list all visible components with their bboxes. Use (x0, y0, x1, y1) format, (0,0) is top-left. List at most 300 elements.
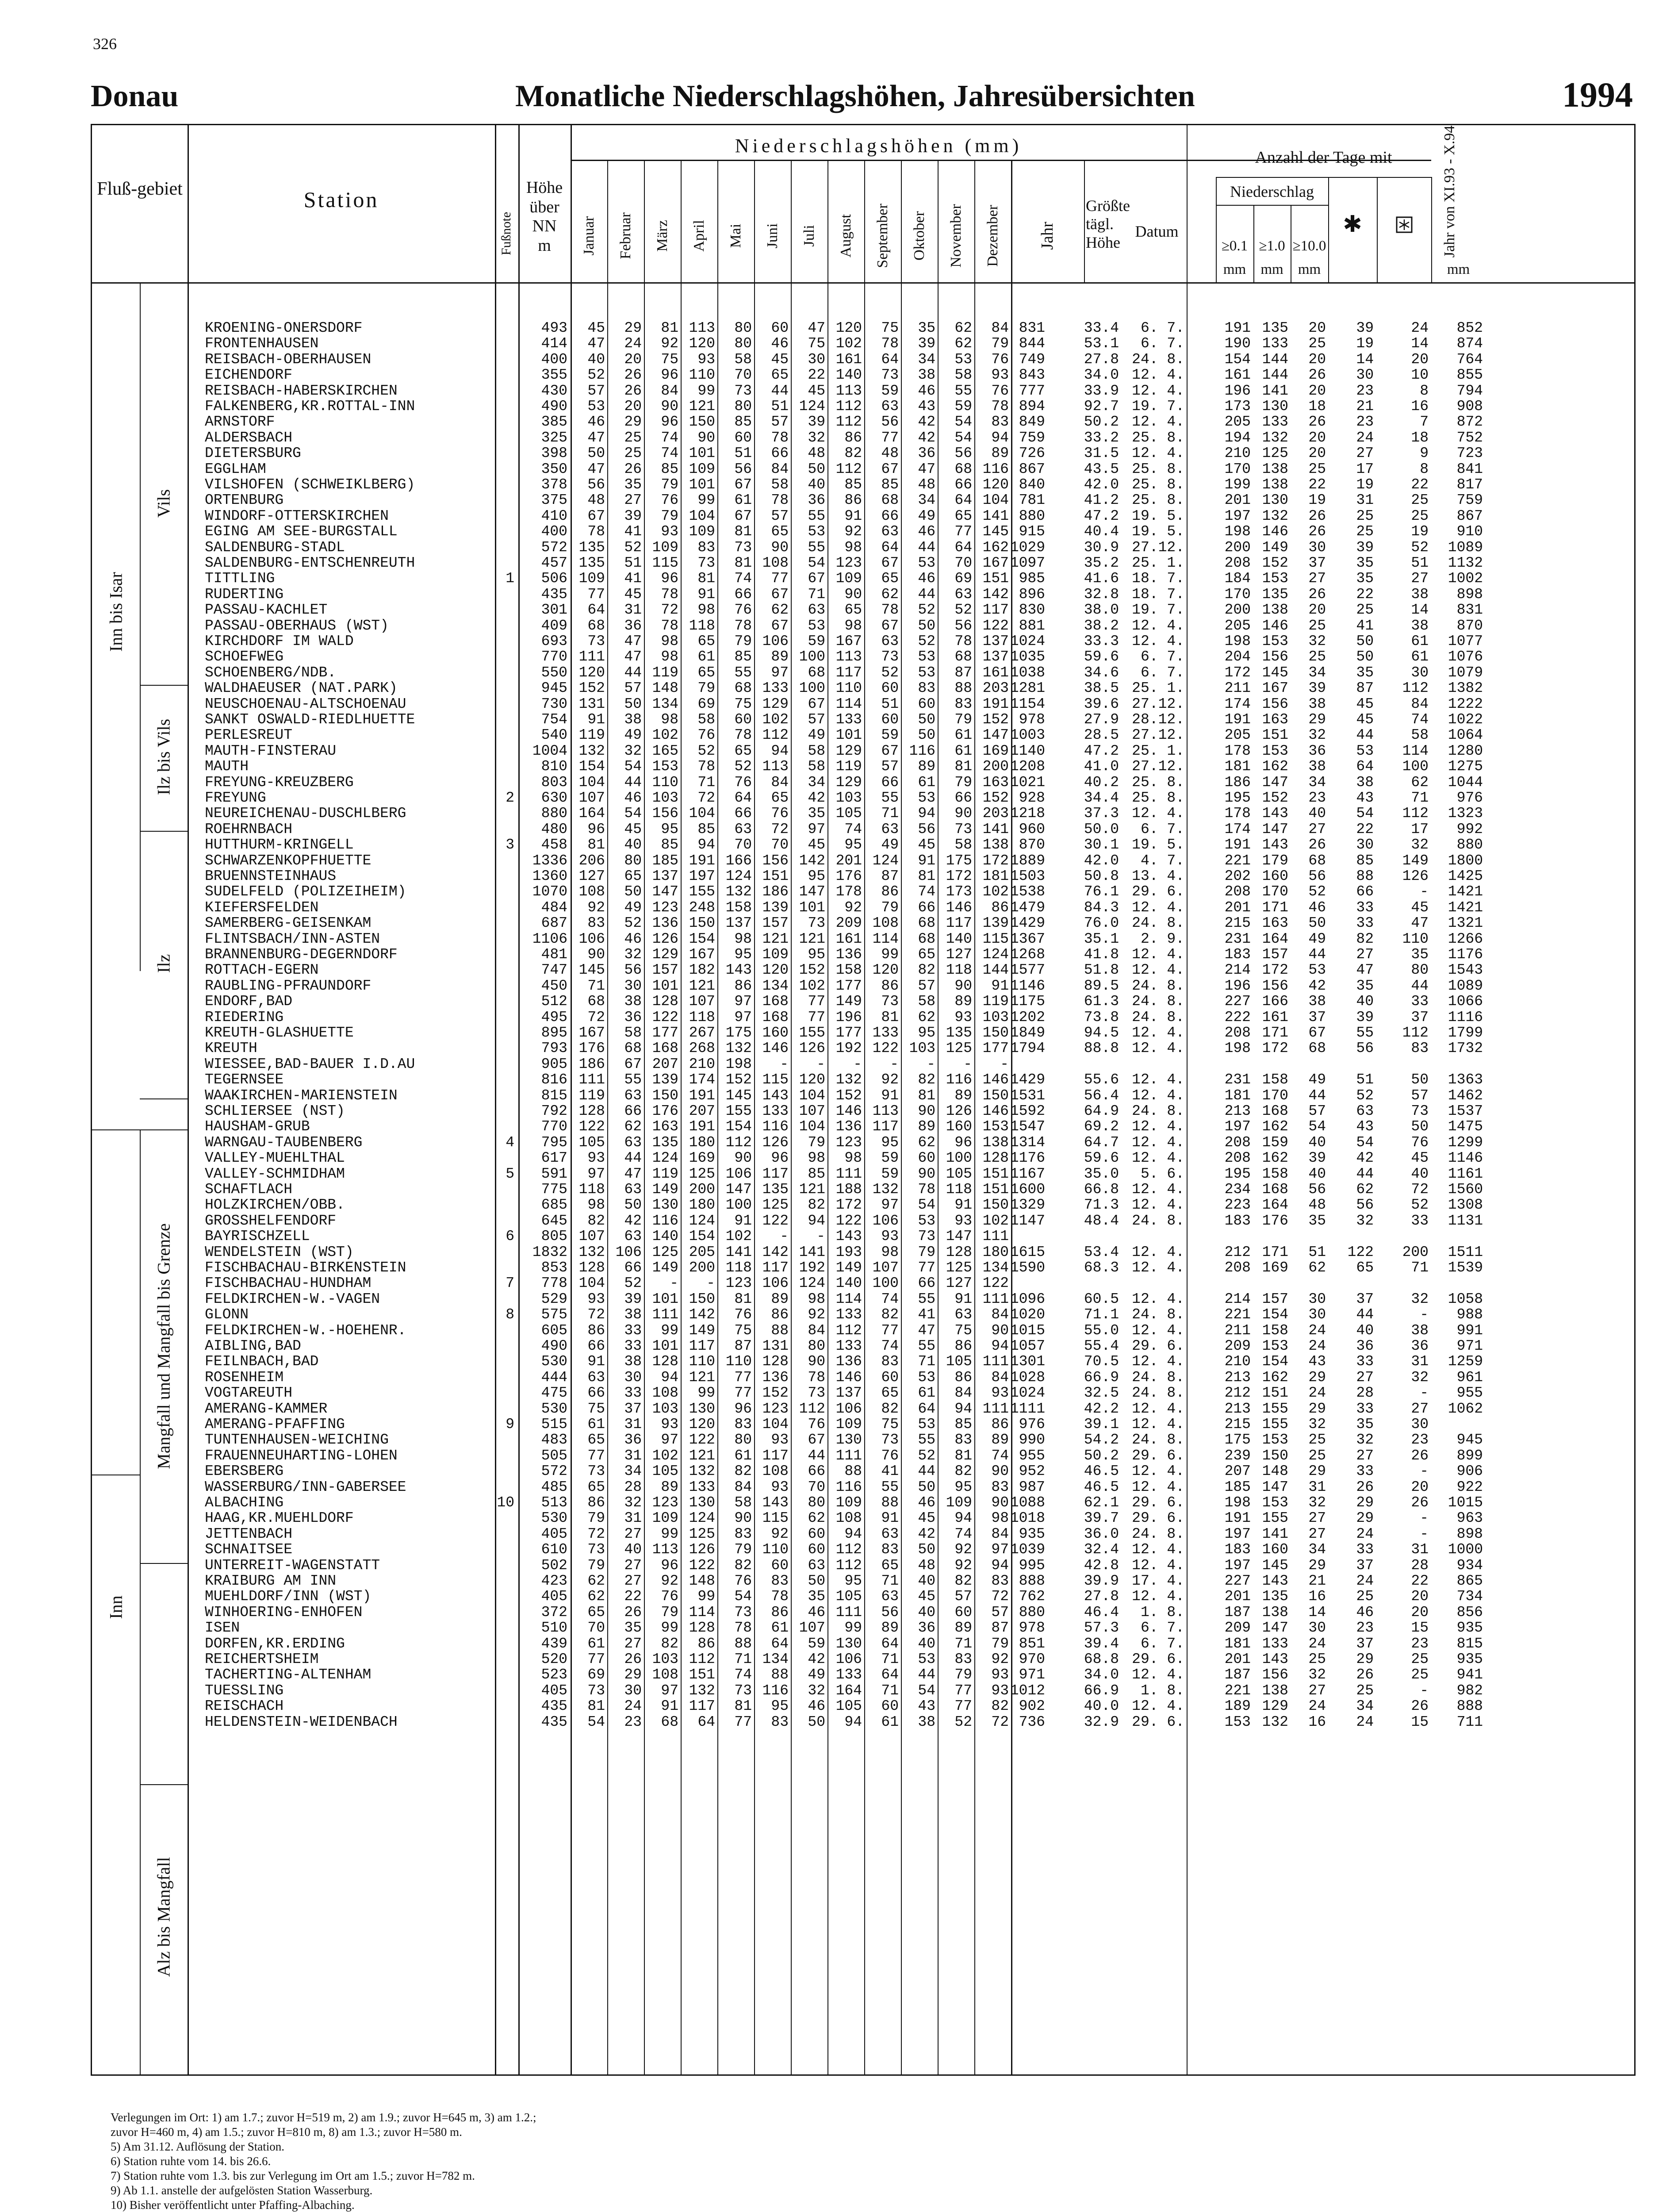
snow-cover-days: 200 (1402, 1244, 1429, 1260)
month-value: 134 (762, 1651, 789, 1667)
max-daily: 92.7 (1084, 398, 1119, 415)
month-value: 58 (771, 476, 789, 493)
month-value: 84 (734, 1479, 752, 1495)
period-total: 867 (1456, 507, 1483, 524)
period-total: 1475 (1448, 1118, 1483, 1135)
station-name: WAAKIRCHEN-MARIENSTEIN (205, 1087, 398, 1104)
max-daily: 46.5 (1084, 1463, 1119, 1480)
month-value: 63 (881, 1588, 899, 1605)
month-value: 147 (799, 883, 825, 900)
month-value: 56 (954, 617, 972, 634)
month-value: 53 (918, 1369, 935, 1386)
max-date: 24. 8. (1132, 1212, 1184, 1229)
month-value: 71 (697, 774, 715, 791)
month-value: 49 (918, 507, 935, 524)
month-value: 75 (661, 351, 678, 368)
month-value: 101 (689, 476, 715, 493)
station-name: HOLZKIRCHEN/OBB. (205, 1197, 345, 1214)
month-value: 25 (624, 429, 642, 446)
month-value: 106 (762, 633, 789, 649)
max-daily: 34.0 (1084, 367, 1119, 384)
month-value: 71 (881, 1573, 899, 1589)
max-date: 12. 4. (1132, 1071, 1184, 1088)
month-value: 143 (835, 1228, 862, 1245)
month-value: 72 (587, 1306, 605, 1323)
max-date: 12. 4. (1132, 899, 1184, 916)
month-value: 86 (587, 1494, 605, 1511)
snow-days: 53 (1356, 742, 1374, 759)
days-100: 25 (1308, 1432, 1326, 1448)
station-name: KREUTH-GLASHUETTE (205, 1025, 354, 1041)
month-value: 47 (918, 1322, 935, 1339)
station-name: SCHAFTLACH (205, 1181, 293, 1198)
month-value: 83 (991, 1573, 1009, 1589)
max-daily: 64.7 (1084, 1134, 1119, 1151)
month-value: 152 (578, 680, 605, 697)
month-value: - (890, 1056, 899, 1072)
days-01: 191 (1224, 320, 1251, 336)
threshold-100: ≥10.0 (1292, 238, 1326, 254)
month-value: - (853, 1056, 862, 1072)
month-value: 77 (808, 1009, 825, 1025)
days-01: 208 (1224, 1025, 1251, 1041)
snow-days: 14 (1356, 351, 1374, 368)
month-value: 180 (689, 1134, 715, 1151)
table-row (92, 1557, 1637, 1573)
month-value: 98 (697, 602, 715, 618)
month-value: 89 (954, 1087, 972, 1104)
month-value: 64 (881, 539, 899, 556)
period-total: 1266 (1448, 930, 1483, 947)
month-value: 38 (624, 711, 642, 728)
month-value: 97 (991, 1541, 1009, 1558)
month-value: 128 (982, 1150, 1009, 1167)
snow-days: 26 (1356, 1479, 1374, 1495)
month-value: 94 (918, 805, 935, 822)
month-value: 115 (652, 555, 678, 571)
period-total: 1800 (1448, 852, 1483, 869)
year-total: 849 (1019, 414, 1045, 430)
days-100: 68 (1308, 1040, 1326, 1057)
month-value: 111 (982, 1400, 1009, 1417)
snow-cover-days: 30 (1411, 664, 1429, 681)
days-100: 29 (1308, 711, 1326, 728)
station-name: DIETERSBURG (205, 445, 301, 462)
station-height: 502 (541, 1557, 567, 1574)
month-value: 74 (734, 570, 752, 587)
snow-days: 35 (1356, 555, 1374, 571)
snow-cover-days: 14 (1411, 602, 1429, 618)
month-value: 117 (689, 1698, 715, 1715)
month-value: 126 (652, 930, 678, 947)
station-height: 1336 (532, 852, 567, 869)
month-value: 142 (762, 1244, 789, 1260)
month-value: 74 (881, 1290, 899, 1307)
month-value: 99 (697, 1385, 715, 1402)
month-value: 89 (991, 1432, 1009, 1448)
max-daily: 27.8 (1084, 1588, 1119, 1605)
month-value: 46 (808, 1698, 825, 1715)
station-height: 795 (541, 1134, 567, 1151)
station-height: 423 (541, 1573, 567, 1589)
days-10: 170 (1262, 1087, 1288, 1104)
month-value: 90 (991, 1494, 1009, 1511)
period-total: 874 (1456, 335, 1483, 352)
month-value: 76 (661, 492, 678, 509)
max-daily: 50.0 (1084, 821, 1119, 837)
month-value: 91 (697, 586, 715, 603)
max-daily: 34.4 (1084, 790, 1119, 806)
month-value: 71 (808, 586, 825, 603)
station-name: WALDHAEUSER (NAT.PARK) (205, 680, 398, 697)
table-row (92, 1369, 1637, 1385)
month-value: 36 (808, 492, 825, 509)
month-value: 82 (918, 1071, 935, 1088)
month-value: 55 (918, 1338, 935, 1354)
snow-cover-days: - (1420, 1525, 1429, 1542)
month-value: 65 (771, 523, 789, 540)
month-value: 168 (762, 1009, 789, 1025)
station-name: FELDKIRCHEN-W.-HOEHENR. (205, 1322, 406, 1339)
month-value: 125 (689, 1525, 715, 1542)
days-01: 213 (1224, 1369, 1251, 1386)
station-name: WINHOERING-ENHOFEN (205, 1604, 363, 1621)
max-daily: 47.2 (1084, 742, 1119, 759)
period-total: 1022 (1448, 711, 1483, 728)
month-value: 66 (918, 899, 935, 916)
month-value: 74 (661, 445, 678, 462)
month-value: 94 (697, 837, 715, 853)
month-value: 74 (844, 821, 862, 837)
month-value: 50 (918, 1541, 935, 1558)
month-value: 132 (725, 883, 752, 900)
table-row (92, 1698, 1637, 1714)
month-value: 91 (954, 1197, 972, 1214)
month-value: 68 (587, 617, 605, 634)
max-daily: 42.2 (1084, 1400, 1119, 1417)
month-value: 69 (954, 570, 972, 587)
month-value: 115 (982, 930, 1009, 947)
days-100: 40 (1308, 1165, 1326, 1182)
max-date: 25. 8. (1132, 461, 1184, 477)
table-row (92, 1056, 1637, 1072)
month-value: 107 (578, 790, 605, 806)
table-row (92, 320, 1637, 336)
snow-cover-days: 33 (1411, 1212, 1429, 1229)
niederschlag-line (1216, 205, 1328, 206)
month-value: 57 (624, 680, 642, 697)
period-total: 1799 (1448, 1025, 1483, 1041)
month-value: 58 (954, 837, 972, 853)
days-01: 209 (1224, 1338, 1251, 1354)
station-height: 803 (541, 774, 567, 791)
month-value: 105 (652, 1463, 678, 1480)
month-value: 56 (918, 821, 935, 837)
station-height: 439 (541, 1635, 567, 1652)
days-10: 135 (1262, 320, 1288, 336)
days-100: 18 (1308, 398, 1326, 415)
month-value: 122 (652, 1009, 678, 1025)
month-value: 81 (918, 1087, 935, 1104)
days-10: 141 (1262, 382, 1288, 399)
month-value: 61 (954, 727, 972, 744)
year-total: 1146 (1010, 977, 1045, 994)
month-value: 95 (881, 1134, 899, 1151)
month-value: 106 (835, 1651, 862, 1667)
max-date: 12. 4. (1132, 1698, 1184, 1715)
month-value: 95 (661, 821, 678, 837)
period-total: 988 (1456, 1306, 1483, 1323)
days-01: 197 (1224, 507, 1251, 524)
station-name: SUDELFELD (POLIZEIHEIM) (205, 883, 406, 900)
month-value: 112 (762, 727, 789, 744)
month-value: 207 (689, 1103, 715, 1119)
month-value: 78 (771, 1588, 789, 1605)
month-value: 84 (954, 1385, 972, 1402)
month-value: 128 (689, 1620, 715, 1636)
table-row (92, 1103, 1637, 1119)
month-value: 102 (835, 335, 862, 352)
month-value: 177 (835, 1025, 862, 1041)
max-daily: 50.8 (1084, 868, 1119, 884)
max-date: 4. 7. (1140, 852, 1184, 869)
table-row (92, 837, 1637, 853)
days-01: 189 (1224, 1698, 1251, 1715)
month-value: 42 (808, 1651, 825, 1667)
month-value: 56 (881, 1604, 899, 1621)
days-10: 164 (1262, 930, 1288, 947)
month-value: 172 (835, 1197, 862, 1214)
period-total: 1280 (1448, 742, 1483, 759)
year-total: 978 (1019, 711, 1045, 728)
month-value: 100 (872, 1275, 899, 1292)
month-value: 82 (808, 1197, 825, 1214)
snow-cover-days: - (1420, 1385, 1429, 1402)
month-value: 46 (771, 335, 789, 352)
month-value: 51 (881, 695, 899, 712)
year-total: 978 (1019, 1620, 1045, 1636)
month-value: 83 (697, 539, 715, 556)
month-value: 63 (734, 821, 752, 837)
max-daily: 32.4 (1084, 1541, 1119, 1558)
station-name: FALKENBERG,KR.ROTTAL-INN (205, 398, 415, 415)
station-name: BAYRISCHZELL (205, 1228, 310, 1245)
month-value: 42 (624, 1212, 642, 1229)
max-daily: 40.0 (1084, 1698, 1119, 1715)
days-100: 27 (1308, 1510, 1326, 1527)
month-value: 92 (808, 1306, 825, 1323)
month-value: 78 (587, 523, 605, 540)
month-value: 88 (844, 1463, 862, 1480)
month-value: 175 (946, 852, 972, 869)
month-value: 137 (982, 649, 1009, 665)
table-row (92, 1118, 1637, 1134)
month-value: 135 (762, 1181, 789, 1198)
station-name: TITTLING (205, 570, 275, 587)
month-value: 136 (835, 946, 862, 963)
month-value: 101 (652, 977, 678, 994)
month-value: 57 (881, 758, 899, 775)
month-value: 78 (881, 602, 899, 618)
month-value: 71 (734, 1651, 752, 1667)
station-name: FRONTENHAUSEN (205, 335, 319, 352)
month-value: 86 (844, 429, 862, 446)
month-value: 186 (762, 883, 789, 900)
month-value: 137 (982, 633, 1009, 649)
year-total: 1208 (1010, 758, 1045, 775)
days-10: 144 (1262, 351, 1288, 368)
month-value: 133 (872, 1025, 899, 1041)
year-total: 960 (1019, 821, 1045, 837)
days-10: 162 (1262, 1369, 1288, 1386)
month-value: 115 (762, 1071, 789, 1088)
footnote-ref: 3 (506, 837, 514, 853)
table-row (92, 1401, 1637, 1417)
month-value: 41 (624, 570, 642, 587)
snow-cover-days: 126 (1402, 868, 1429, 884)
station-header: Station (303, 187, 379, 212)
month-value: 105 (578, 1134, 605, 1151)
snow-days: 65 (1356, 1260, 1374, 1276)
month-value: 145 (725, 1087, 752, 1104)
month-value: 177 (835, 977, 862, 994)
station-height: 880 (541, 805, 567, 822)
table-row (92, 664, 1637, 680)
station-height: 450 (541, 977, 567, 994)
period-total: 1462 (1448, 1087, 1483, 1104)
month-value: 41 (624, 523, 642, 540)
snow-days: 52 (1356, 1087, 1374, 1104)
hoehe-label-4: m (538, 236, 551, 255)
month-value: 146 (835, 1369, 862, 1386)
station-height: 398 (541, 445, 567, 462)
max-daily: 46.5 (1084, 1479, 1119, 1495)
month-value: 156 (762, 852, 789, 869)
month-value: 106 (578, 930, 605, 947)
station-name: VALLEY-SCHMIDHAM (205, 1165, 345, 1182)
station-height: 485 (541, 1479, 567, 1495)
month-value: 108 (762, 555, 789, 571)
month-value: 41 (881, 1463, 899, 1480)
month-value: - (927, 1056, 935, 1072)
month-value: 87 (991, 1620, 1009, 1636)
table-row (92, 1448, 1637, 1463)
days-100: 35 (1308, 1212, 1326, 1229)
month-value: 173 (946, 883, 972, 900)
month-value: 120 (689, 335, 715, 352)
month-value: 128 (762, 1353, 789, 1370)
year-total: 995 (1019, 1557, 1045, 1574)
station-name: BRANNENBURG-DEGERNDORF (205, 946, 398, 963)
table-row (92, 993, 1637, 1009)
month-value: 91 (991, 977, 1009, 994)
table-row (92, 1526, 1637, 1542)
month-value: 203 (982, 680, 1009, 697)
period-total: 831 (1456, 602, 1483, 618)
month-value: 54 (587, 1713, 605, 1730)
month-value: 86 (844, 492, 862, 509)
month-value: 82 (844, 445, 862, 462)
station-name: BRUENNSTEINHAUS (205, 868, 337, 884)
month-value: 78 (734, 727, 752, 744)
snow-cover-days: 8 (1420, 382, 1429, 399)
month-value: 112 (835, 1322, 862, 1339)
month-value: 39 (624, 507, 642, 524)
month-value: 210 (689, 1056, 715, 1072)
threshold-10: ≥1.0 (1259, 238, 1285, 254)
station-name: WASSERBURG/INN-GABERSEE (205, 1479, 406, 1495)
month-value: 56 (954, 445, 972, 462)
year-total: 870 (1019, 837, 1045, 853)
year-total: 1003 (1010, 727, 1045, 744)
month-value: 60 (918, 695, 935, 712)
days-100: 25 (1308, 649, 1326, 665)
month-value: 106 (835, 1400, 862, 1417)
month-value: 63 (954, 586, 972, 603)
month-value: 44 (918, 1463, 935, 1480)
month-value: 81 (587, 837, 605, 853)
snow-days: 82 (1356, 930, 1374, 947)
year-total: 888 (1019, 1573, 1045, 1589)
month-value: 100 (799, 649, 825, 665)
days-10: 156 (1262, 649, 1288, 665)
days-10: 133 (1262, 414, 1288, 430)
period-total: 935 (1456, 1651, 1483, 1667)
month-value: 119 (835, 758, 862, 775)
month-value: 83 (734, 1416, 752, 1432)
snow-cover-days: 10 (1411, 367, 1429, 384)
hoehe-label-3: NN (532, 217, 557, 236)
days-10: 155 (1262, 1416, 1288, 1432)
max-daily: 59.6 (1084, 649, 1119, 665)
month-value: 27 (624, 1557, 642, 1574)
month-value: 99 (661, 1525, 678, 1542)
days-10: 145 (1262, 1557, 1288, 1574)
max-daily: 43.5 (1084, 461, 1119, 477)
month-value: 177 (982, 1040, 1009, 1057)
month-value: 143 (762, 1494, 789, 1511)
month-value: 83 (954, 1651, 972, 1667)
snow-days: 37 (1356, 1557, 1374, 1574)
month-value: 149 (835, 1260, 862, 1276)
month-value: 62 (918, 1134, 935, 1151)
days-100: 46 (1308, 899, 1326, 916)
month-value: 124 (982, 946, 1009, 963)
month-value: 77 (734, 1385, 752, 1402)
table-row (92, 931, 1637, 947)
table-row (92, 1306, 1637, 1322)
days-100: 56 (1308, 1181, 1326, 1198)
month-value: 67 (808, 570, 825, 587)
days-10: 157 (1262, 1290, 1288, 1307)
snow-cover-days: 18 (1411, 429, 1429, 446)
table-row (92, 1040, 1637, 1056)
days-10: 155 (1262, 1400, 1288, 1417)
month-value: 59 (808, 633, 825, 649)
month-value: 81 (697, 570, 715, 587)
days-10: 138 (1262, 476, 1288, 493)
table-row (92, 1134, 1637, 1150)
footnotes (111, 2110, 536, 2212)
month-value: 65 (624, 868, 642, 884)
month-value: 76 (991, 351, 1009, 368)
snow-cover-days: 28 (1411, 1557, 1429, 1574)
month-value: 167 (578, 1025, 605, 1041)
station-name: VALLEY-MUEHLTHAL (205, 1150, 345, 1167)
month-value: 65 (587, 1479, 605, 1495)
days-10: 164 (1262, 1197, 1288, 1214)
month-value: 53 (587, 398, 605, 415)
